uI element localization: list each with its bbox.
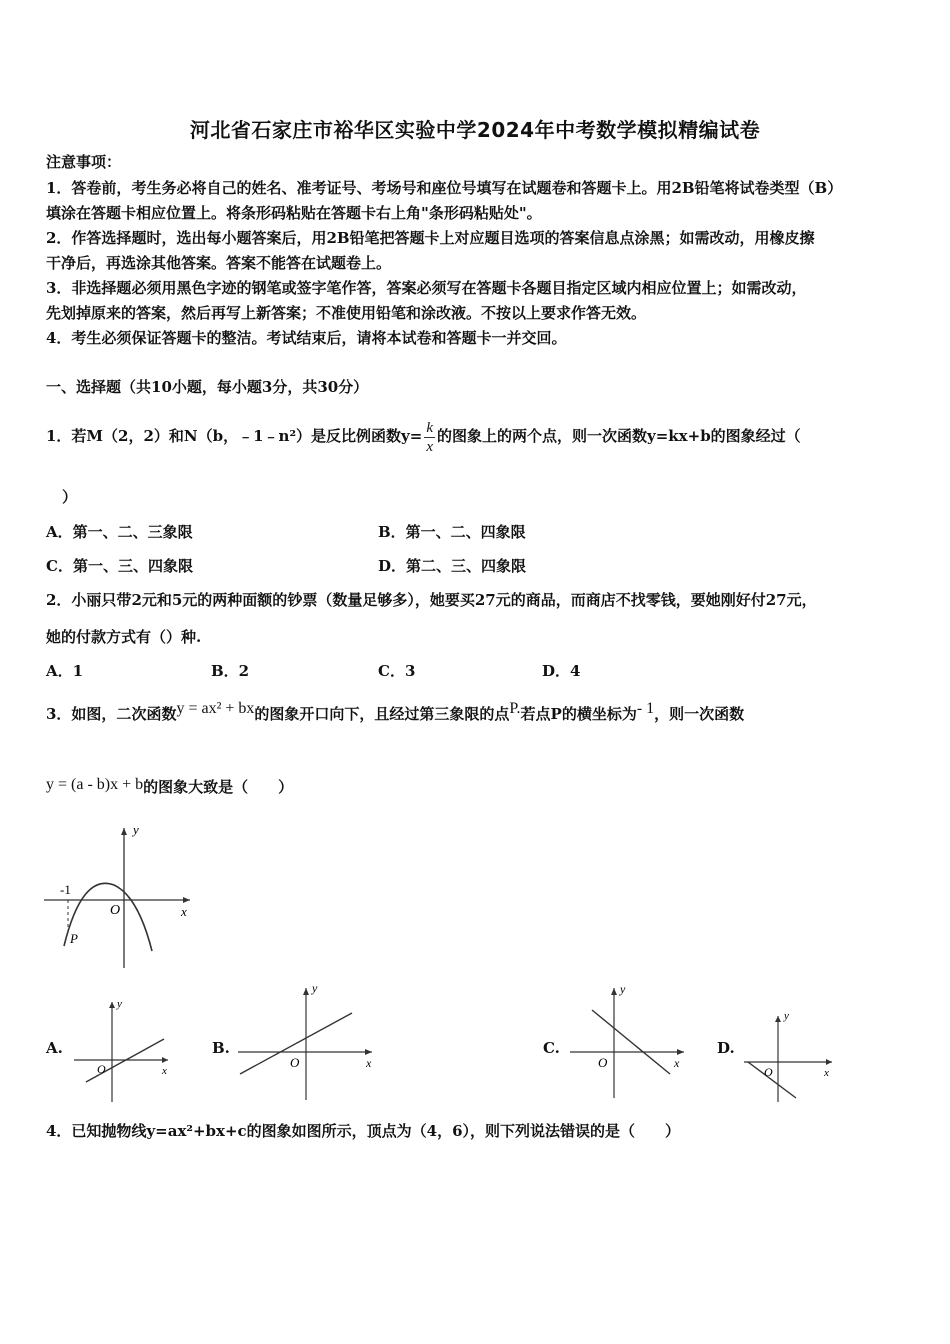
q2-option-a: A．1 <box>46 662 84 680</box>
q3-text-part4: ，则一次函数 <box>654 705 745 723</box>
q3-option-a-graph <box>66 994 182 1106</box>
x-axis-arrow <box>677 1049 684 1055</box>
q3-equation-linear: y = (a - b)x + b <box>46 776 144 793</box>
question-2-line2: 她的付款方式有（）种. <box>46 628 202 646</box>
q3-text-part2: 的图象开口向下，且经过第三象限的点 <box>254 705 510 723</box>
q3-option-d-label: D. <box>717 1039 735 1057</box>
q3-parabola-figure <box>40 818 200 978</box>
q3-text-part1: 3．如图，二次函数 <box>46 705 177 723</box>
question-4: 4．已知抛物线y=ax²+bx+c的图象如图所示，顶点为（4，6），则下列说法错误的是（ ） <box>46 1122 681 1140</box>
question-1 <box>46 418 801 456</box>
axis-label-x: x <box>824 1067 829 1079</box>
notice-line: 干净后，再选涂其他答案。答案不能答在试题卷上。 <box>46 254 392 272</box>
y-axis-arrow <box>775 1016 781 1022</box>
q2-option-d: D．4 <box>542 662 581 680</box>
axis-label-y: y <box>620 982 626 996</box>
notice-line: 4．考生必须保证答题卡的整洁。考试结束后，请将本试卷和答题卡一并交回。 <box>46 329 567 347</box>
notice-line: 填涂在答题卡相应位置上。将条形码粘贴在答题卡右上角"条形码粘贴处"。 <box>46 204 542 222</box>
q1-frac-num: k <box>426 419 433 436</box>
question-2-line1: 2．小丽只带2元和5元的两种面额的钞票（数量足够多），她要买27元的商品，而商店不找零钱，要她刚好付27元， <box>46 591 817 609</box>
fig-label-p: P <box>70 931 78 946</box>
q1-text-part2: 的图象上的两个点，则一次函数y=kx+b的图象经过（ <box>437 427 801 445</box>
fig-label-origin: O <box>110 903 121 918</box>
axis-label-x: x <box>674 1056 680 1070</box>
q1-option-c: C．第一、三、四象限 <box>46 557 193 575</box>
notice-line: 先划掉原来的答案，然后再写上新答案；不准使用铅笔和涂改液。不按以上要求作答无效。 <box>46 304 647 322</box>
axis-label-origin: O <box>290 1055 300 1070</box>
y-axis-arrow <box>303 988 309 995</box>
q1-close-paren: ） <box>62 488 78 506</box>
section-heading: 一、选择题（共10小题，每小题3分，共30分） <box>46 378 369 396</box>
q2-option-c: C．3 <box>378 662 416 680</box>
x-axis-arrow <box>365 1049 372 1055</box>
axis-label-origin: O <box>764 1065 773 1079</box>
q3-text-part5: 的图象大致是（ ） <box>143 778 294 796</box>
axis-label-y: y <box>312 981 318 995</box>
page-title: 河北省石家庄市裕华区实验中学2024年中考数学模拟精编试卷 <box>189 118 761 142</box>
x-axis-arrow <box>183 897 190 903</box>
axis-label-y: y <box>784 1010 789 1022</box>
notice-line: 2．作答选择题时，选出每小题答案后，用2B铅笔把答题卡上对应题目选项的答案信息点涂黑；如需改动，用橡皮擦 <box>46 229 815 247</box>
q3-text-part3: 若点P的横坐标为 <box>520 705 637 723</box>
q1-option-b: B．第一、二、四象限 <box>378 523 526 541</box>
y-axis-arrow <box>121 828 127 835</box>
q3-equation-quadratic: y = ax² + bx <box>176 700 255 717</box>
q3-option-d-graph <box>740 1006 840 1106</box>
notice-line: 3．非选择题必须用黑色字迹的钢笔或签字笔作答，答案必须写在答题卡各题目指定区域内相应位置上；如需改动， <box>46 279 807 297</box>
q1-text-part1: 1．若M（2，2）和N（b，﹣1﹣n²）是反比例函数y= <box>46 427 423 445</box>
notice-heading: 注意事项： <box>46 153 122 171</box>
q3-option-b-label: B. <box>212 1039 230 1057</box>
axis-label-origin: O <box>97 1062 106 1076</box>
q3-option-a-label: A. <box>46 1039 63 1057</box>
notice-line: 1．答卷前，考生务必将自己的姓名、准考证号、考场号和座位号填写在试题卷和答题卡上。用2B铅笔将试卷类型（B） <box>46 179 843 197</box>
fig-label-x: x <box>181 904 187 919</box>
axis-label-x: x <box>366 1056 372 1070</box>
q3-option-b-graph <box>232 980 382 1104</box>
q2-option-b: B．2 <box>211 662 250 680</box>
q1-fraction <box>424 419 435 456</box>
fig-label-y: y <box>133 822 139 837</box>
y-axis-arrow <box>109 1002 115 1008</box>
question-3-line2 <box>46 777 293 798</box>
axis-label-x: x <box>162 1065 167 1077</box>
q3-point-p: P. <box>509 700 521 717</box>
x-axis-arrow <box>162 1057 168 1063</box>
axis-label-origin: O <box>598 1055 608 1070</box>
question-3-line1 <box>46 700 745 725</box>
q3-option-c-label: C. <box>543 1039 560 1057</box>
q1-frac-den: x <box>426 438 433 455</box>
q1-option-d: D．第二、三、四象限 <box>378 557 527 575</box>
q3-option-c-graph <box>566 980 692 1104</box>
x-axis-arrow <box>826 1059 832 1065</box>
fig-label-neg1: -1 <box>60 882 71 897</box>
q3-x-value: - 1 <box>636 700 655 717</box>
q1-option-a: A．第一、二、三象限 <box>46 523 193 541</box>
y-axis-arrow <box>611 988 617 995</box>
axis-label-y: y <box>117 998 122 1010</box>
